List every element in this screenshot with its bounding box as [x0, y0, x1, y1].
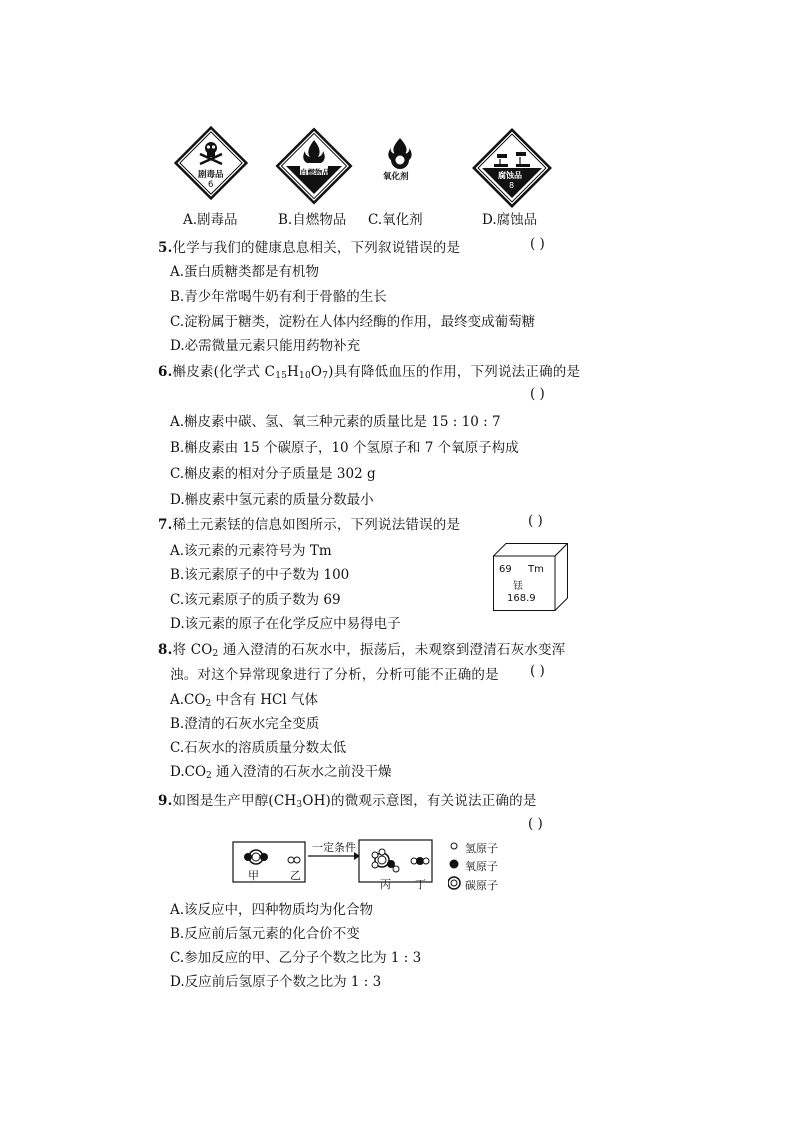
answer-bracket: ( ) [528, 513, 543, 529]
question-7-stem [158, 513, 460, 533]
option-text: A.CO [170, 692, 206, 708]
question-number: 8. [158, 642, 173, 658]
diagram-legend [448, 840, 518, 896]
label-yi: 乙 [290, 869, 301, 882]
question-text: )具有降低血压的作用，下列说法正确的是 [328, 364, 581, 380]
option-5c: C.淀粉属于糖类，淀粉在人体内经酶的作用，最终变成葡萄糖 [170, 314, 536, 330]
question-text: O [310, 364, 323, 380]
subscript: 2 [206, 771, 212, 781]
question-number: 9. [158, 793, 173, 809]
element-symbol: Tm [528, 564, 544, 575]
flammable-sign-icon [274, 126, 354, 206]
question-9-stem [158, 789, 537, 810]
question-text: 稀土元素铥的信息如图所示，下列说法错误的是 [172, 517, 461, 533]
corrosive-sign-icon [470, 126, 554, 210]
option-7a: A.该元素的元素符号为 Tm [170, 543, 332, 559]
option-4b: B.自燃物品 [278, 212, 347, 228]
question-text: 将 CO [172, 642, 213, 658]
question-number: 7. [158, 517, 173, 533]
option-8d [170, 760, 392, 781]
legend-hydrogen: 氢原子 [465, 842, 498, 855]
subscript: 2 [212, 649, 219, 659]
answer-bracket: ( ) [530, 663, 545, 679]
option-9a: A.该反应中，四种物质均为化合物 [170, 902, 374, 918]
sign-toxic-number: 6 [208, 180, 214, 190]
subscript: 3 [296, 800, 303, 810]
question-text: 如图是生产甲醇(CH [172, 793, 297, 809]
option-5d: D.必需微量元素只能用药物补充 [170, 338, 361, 354]
label-jia: 甲 [248, 869, 259, 882]
question-number: 6. [158, 364, 173, 380]
option-7c: C.该元素原子的质子数为 69 [170, 592, 341, 608]
subscript: 7 [322, 371, 329, 381]
question-8-stem-line2: 浊。对这个异常现象进行了分析，分析可能不正确的是 [170, 667, 499, 683]
toxic-sign-icon [172, 124, 250, 202]
legend-oxygen: 氧原子 [465, 860, 498, 873]
option-6d: D.槲皮素中氢元素的质量分数最小 [170, 492, 374, 508]
element-name: 铥 [513, 581, 523, 592]
element-number: 69 [499, 564, 512, 575]
sign-corrosive-number: 8 [509, 181, 515, 190]
option-7b: B.该元素原子的中子数为 100 [170, 567, 350, 583]
option-4c: C.氧化剂 [368, 212, 423, 228]
question-8-stem-line1 [158, 638, 565, 659]
option-5b: B.青少年常喝牛奶有利于骨骼的生长 [170, 289, 387, 305]
option-4d: D.腐蚀品 [482, 212, 538, 228]
question-text: H [287, 364, 300, 380]
option-text: 中含有 HCl 气体 [211, 692, 318, 708]
question-text: 化学与我们的健康息息相关，下列叙说错误的是 [172, 240, 461, 256]
option-4a: A.剧毒品 [183, 212, 238, 228]
oxidizer-sign-icon [380, 136, 420, 170]
sign-oxidizer-text: 氧化剂 [383, 172, 409, 182]
sign-corrosive [470, 126, 554, 210]
sign-spontaneous-text: 自燃物品 [300, 168, 330, 177]
arrow-condition-label: 一定条件 [312, 841, 356, 854]
sign-toxic [172, 124, 250, 202]
option-6b: B.槲皮素由 15 个碳原子，10 个氢原子和 7 个氧原子构成 [170, 440, 519, 456]
subscript: 15 [275, 371, 288, 381]
legend-icons [448, 840, 462, 894]
question-number: 5. [158, 240, 173, 256]
element-card [493, 543, 568, 611]
subscript: 2 [205, 699, 212, 709]
option-9c: C.参加反应的甲、乙分子个数之比为 1 : 3 [170, 950, 422, 966]
answer-bracket: ( ) [530, 236, 545, 252]
legend-carbon: 碳原子 [465, 879, 498, 892]
subscript: 10 [299, 371, 311, 381]
answer-bracket: ( ) [530, 386, 545, 402]
question-text: OH)的微观示意图，有关说法正确的是 [302, 793, 537, 809]
sign-corrosive-text: 腐蚀品 [498, 171, 522, 180]
option-text: 通入澄清的石灰水之前没干燥 [211, 764, 392, 780]
option-9b: B.反应前后氢元素的化合价不变 [170, 926, 360, 942]
option-6a: A.槲皮素中碳、氢、氧三种元素的质量比是 15 : 10 : 7 [170, 414, 501, 430]
label-bing: 丙 [380, 878, 391, 891]
option-8b: B.澄清的石灰水完全变质 [170, 716, 320, 732]
option-text: D.CO [170, 764, 207, 780]
answer-bracket: ( ) [528, 816, 543, 832]
option-7d: D.该元素的原子在化学反应中易得电子 [170, 616, 401, 632]
element-mass: 168.9 [507, 593, 536, 604]
sign-toxic-text: 剧毒品 [198, 170, 224, 180]
question-text: 槲皮素(化学式 C [172, 364, 276, 380]
sign-spontaneous [274, 126, 354, 206]
question-6-stem [158, 360, 580, 381]
question-5-stem [158, 236, 460, 256]
label-ding: 丁 [415, 878, 426, 891]
question-text: 通入澄清的石灰水中，振荡后，未观察到澄清石灰水变浑 [218, 642, 566, 658]
option-8a [170, 688, 318, 709]
option-5a: A.蛋白质糖类都是有机物 [170, 264, 320, 280]
option-6c: C.槲皮素的相对分子质量是 302 g [170, 466, 376, 482]
option-8c: C.石灰水的溶质质量分数太低 [170, 740, 347, 756]
option-9d: D.反应前后氢原子个数之比为 1 : 3 [170, 974, 382, 990]
sign-oxidizer [380, 136, 420, 182]
